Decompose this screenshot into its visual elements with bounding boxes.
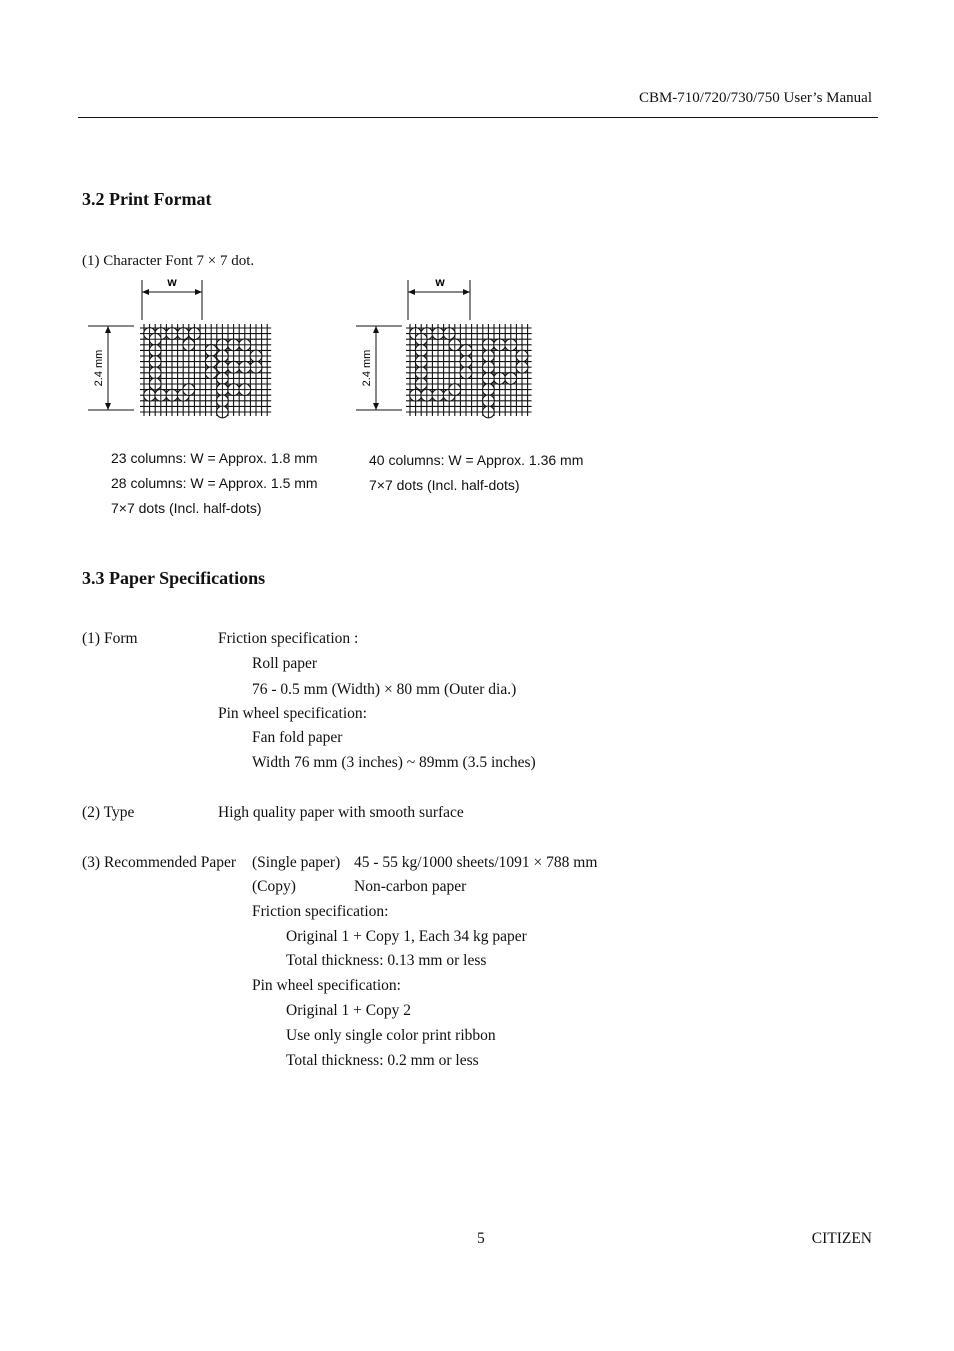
w-label-right: w xyxy=(435,275,445,289)
recommended-copy-value: Non-carbon paper xyxy=(354,878,467,895)
form-fan-width: Width 76 mm (3 inches) ~ 89mm (3.5 inches) xyxy=(252,754,536,771)
caption-right-2: 7×7 dots (Incl. half-dots) xyxy=(369,477,520,493)
recommended-copy-label: (Copy) xyxy=(252,878,296,895)
section-heading-paper-specifications: 3.3 Paper Specifications xyxy=(82,568,266,588)
type-label: (2) Type xyxy=(82,804,135,821)
caption-left-1: 23 columns: W = Approx. 1.8 mm xyxy=(111,450,318,466)
dot-matrix-figure-left xyxy=(88,272,288,444)
recommended-friction-1: Original 1 + Copy 1, Each 34 kg paper xyxy=(286,928,527,945)
caption-left-2: 28 columns: W = Approx. 1.5 mm xyxy=(111,475,318,491)
section-heading-print-format: 3.2 Print Format xyxy=(82,189,212,209)
type-value: High quality paper with smooth surface xyxy=(218,804,464,821)
recommended-pin-2: Use only single color print ribbon xyxy=(286,1027,496,1044)
form-roll-dimensions: 76 - 0.5 mm (Width) × 80 mm (Outer dia.) xyxy=(252,681,517,698)
recommended-pin: Pin wheel specification: xyxy=(252,977,401,994)
recommended-pin-1: Original 1 + Copy 2 xyxy=(286,1002,411,1019)
header-rule xyxy=(78,117,878,118)
height-label-left: 2.4 mm xyxy=(93,349,105,387)
form-friction: Friction specification : xyxy=(218,630,359,647)
caption-left-3: 7×7 dots (Incl. half-dots) xyxy=(111,500,262,516)
form-label: (1) Form xyxy=(82,630,138,647)
character-font-item: (1) Character Font 7 × 7 dot. xyxy=(82,253,255,269)
recommended-pin-3: Total thickness: 0.2 mm or less xyxy=(286,1052,479,1069)
recommended-single-label: (Single paper) xyxy=(252,854,341,871)
w-label-left: w xyxy=(167,275,177,289)
caption-right-1: 40 columns: W = Approx. 1.36 mm xyxy=(369,452,584,468)
header-title: CBM-710/720/730/750 User’s Manual xyxy=(638,90,872,106)
recommended-single-value: 45 - 55 kg/1000 sheets/1091 × 788 mm xyxy=(354,854,598,871)
height-label-right: 2.4 mm xyxy=(361,349,373,387)
page-number: 5 xyxy=(477,1230,485,1247)
recommended-friction-2: Total thickness: 0.13 mm or less xyxy=(286,952,487,969)
recommended-label: (3) Recommended Paper xyxy=(82,854,237,871)
form-fan: Fan fold paper xyxy=(252,729,343,746)
dots-right xyxy=(410,328,528,418)
recommended-friction: Friction specification: xyxy=(252,903,389,920)
dot-matrix-figure-right xyxy=(356,272,556,444)
form-roll: Roll paper xyxy=(252,655,317,672)
footer-brand: CITIZEN xyxy=(811,1230,872,1247)
form-pin: Pin wheel specification: xyxy=(218,705,367,722)
